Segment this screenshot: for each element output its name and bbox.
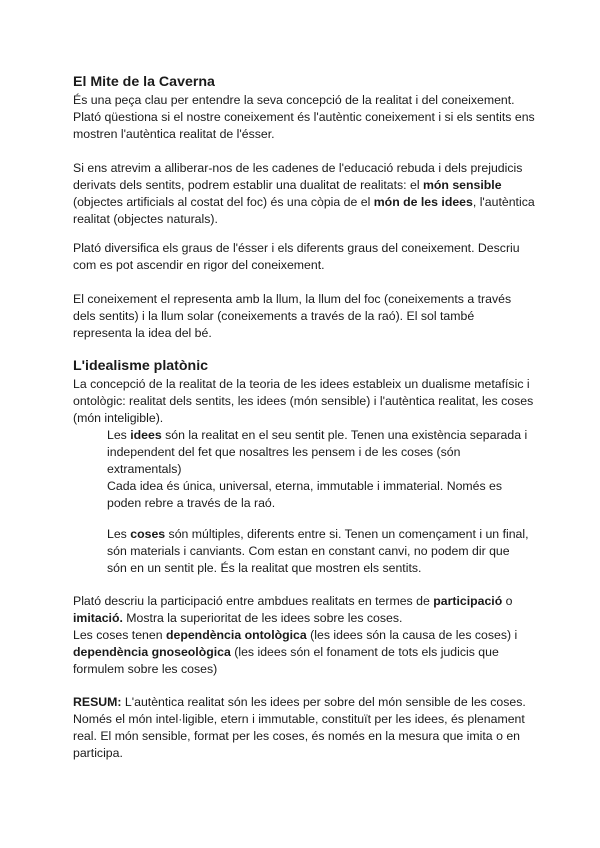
paragraph-line: És una peça clau per entendre la seva concepció de la realitat i del coneixement. [73,93,515,107]
paragraph-line: imitació. Mostra la superioritat de les idees sobre les coses. [73,611,403,625]
bold-term: dependència gnoseològica [73,645,231,659]
paragraph-line: formulem sobre les coses) [73,662,218,676]
paragraph-line: representa la idea del bé. [73,326,212,340]
paragraph-line: La concepció de la realitat de la teoria de les idees estableix un dualisme metafísic i [73,377,530,391]
paragraph-line: Plató descriu la participació entre ambdues realitats en termes de participació o [73,594,513,608]
indented-line: Les idees són la realitat en el seu sentit ple. Tenen una existència separada i [107,428,528,442]
paragraph-line: ontològic: realitat dels sentits, les idees (món sensible) i l'autèntica realitat, les coses [73,394,534,408]
indented-line: poden rebre a través de la raó. [107,496,276,510]
heading-idealisme-platonic: L'idealisme platònic [73,358,209,374]
indented-line: extramentals) [107,462,182,476]
indented-line: són materials i canviants. Com estan en constant canvi, no podem dir que [107,544,510,558]
indented-line: són en un sentit ple. És la realitat que mostren els sentits. [107,561,422,575]
bold-term: participació [433,594,503,608]
bold-term: coses [130,527,166,541]
paragraph-line: (món inteligible). [73,411,164,425]
summary-line: Només el món intel·ligible, etern i immutable, constituït per les idees, és plenament [73,712,525,726]
bold-term: món de les idees [373,195,473,209]
paragraph-line: derivats dels sentits, podrem establir una dualitat de realitats: el món sensible [73,178,502,192]
summary-line: RESUM: L'autèntica realitat són les idees per sobre del món sensible de les coses. [73,695,526,709]
paragraph-line: Si ens atrevim a alliberar-nos de les cadenes de l'educació rebuda i dels prejudicis [73,161,523,175]
paragraph-line: Plató diversifica els graus de l'ésser i els diferents graus del coneixement. Descriu [73,241,520,255]
bold-term: món sensible [422,178,502,192]
indented-line: Cada idea és única, universal, eterna, immutable i immaterial. Només es [107,479,503,493]
paragraph-line: com es pot ascendir en rigor del coneixement. [73,258,325,272]
summary-line: real. El món sensible, format per les coses, és només en la mesura que imita o en [73,729,520,743]
paragraph-line: El coneixement el representa amb la llum, la llum del foc (coneixements a través [73,292,512,306]
paragraph-line: realitat (objectes naturals). [73,212,218,226]
summary-label: RESUM: [73,695,122,709]
heading-mite-caverna: El Mite de la Caverna [73,74,215,90]
paragraph-line: dels sentits) i la llum solar (coneixements a través de la raó). El sol també [73,309,475,323]
bold-term: idees [130,428,162,442]
paragraph-line: (objectes artificials al costat del foc) és una còpia de el món de les idees, l'autèntica [73,195,535,209]
bold-term: dependència ontològica [165,628,307,642]
indented-line: independent del fet que nosaltres les pensem i de les coses (són [107,445,461,459]
paragraph-line: dependència gnoseològica (les idees són el fonament de tots els judicis que [73,645,499,659]
indented-line: Les coses són múltiples, diferents entre si. Tenen un començament i un final, [107,527,529,541]
bold-term: imitació. [73,611,123,625]
paragraph-line: Les coses tenen dependència ontològica (les idees són la causa de les coses) i [73,628,518,642]
paragraph-line: Plató qüestiona si el nostre coneixement és l'autèntic coneixement i si els sentits ens [73,110,535,124]
summary-line: participa. [73,746,123,760]
paragraph-line: mostren l'autèntica realitat de l'ésser. [73,127,275,141]
